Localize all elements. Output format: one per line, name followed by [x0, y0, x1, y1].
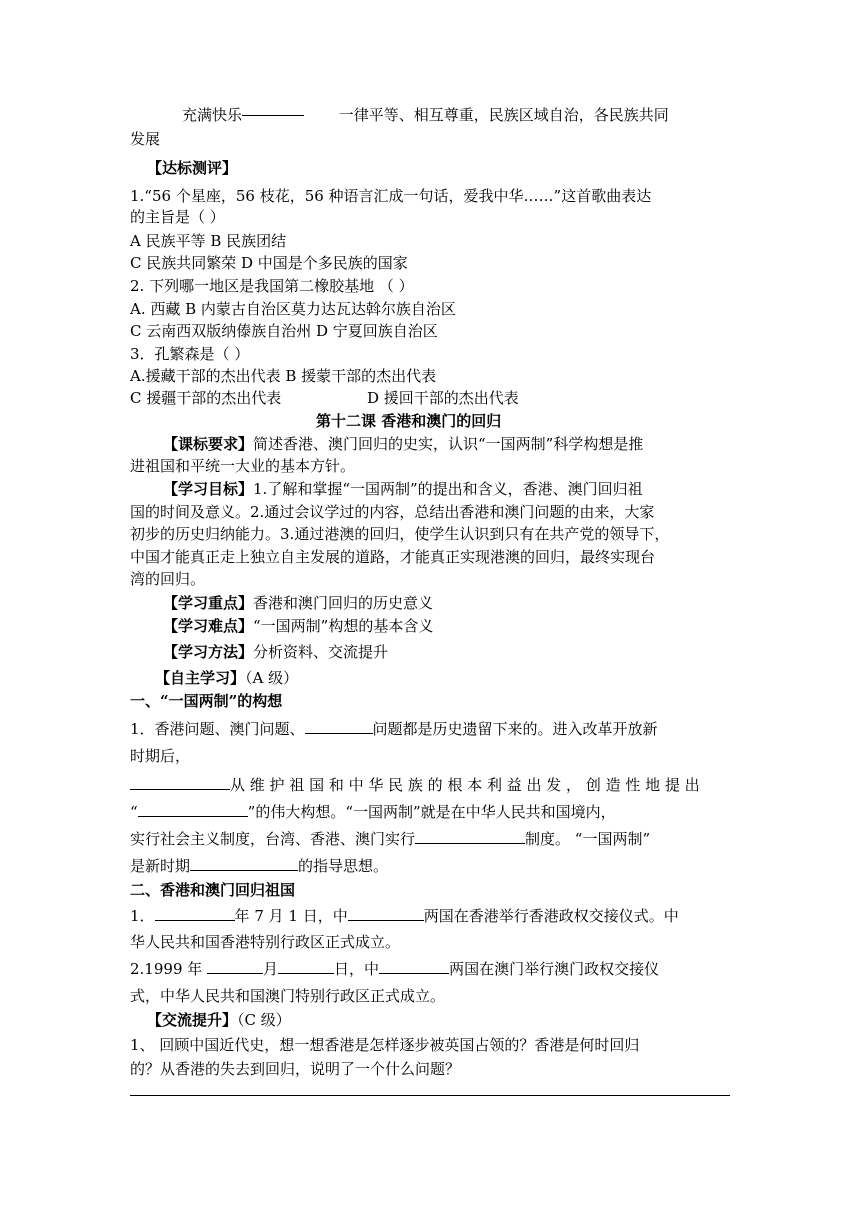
- goal-line-3: 初步的历史归纳能力。3.通过港澳的回归，使学生认识到只有在共产党的领导下，: [130, 525, 670, 543]
- blank-field[interactable]: [415, 828, 525, 844]
- intro-line-1: [182, 104, 669, 126]
- self-p1-text-d: 从 维 护 祖 国 和 中 华 民 族 的 根 本 利 益 出 发 ， 创 造 性 地 提 出: [230, 776, 700, 794]
- blank-field[interactable]: [138, 801, 248, 817]
- key-point-label: 【学习重点】: [163, 594, 254, 612]
- self-p3-line-1: [130, 958, 659, 980]
- self-p1-text-g1: 是新时期: [130, 857, 191, 875]
- exchange-label: 【交流提升】: [147, 1011, 238, 1029]
- exchange-heading: [147, 1009, 291, 1031]
- test-q2-options-ab: A. 西藏 B 内蒙古自治区莫力达瓦达斡尔族自治区: [130, 300, 456, 318]
- difficulty-line: [163, 615, 433, 637]
- exchange-level: （C 级）: [237, 1011, 291, 1029]
- test-q2-options-cd: C 云南西双版纳傣族自治州 D 宁夏回族自治区: [130, 322, 438, 340]
- method-line: [163, 641, 388, 663]
- test-q3-option-c: C 援疆干部的杰出代表: [130, 389, 282, 407]
- exchange-q1-line-1: 1、 回顾中国近代史，想一想香港是怎样逐步被英国占领的？香港是何时回归: [130, 1036, 640, 1054]
- self-p1-text-a: 1．香港问题、澳门问题、: [130, 720, 305, 738]
- self-p3-text-b: 月: [263, 960, 279, 978]
- test-q1-line-1: 1.“56 个星座，56 枝花，56 种语言汇成一句话，爱我中华……”这首歌曲表达: [130, 187, 652, 205]
- blank-field[interactable]: [130, 774, 230, 790]
- intro-blank: [242, 104, 304, 116]
- test-q1-options-ab: A 民族平等 B 民族团结: [130, 232, 287, 250]
- standard-label: 【课标要求】: [163, 435, 254, 453]
- goal-line-2: 国的时间及意义。2.通过会议学过的内容，总结出香港和澳门问题的由来，大家: [130, 503, 655, 521]
- self-p3-text-a: 2.1999 年: [130, 960, 208, 978]
- intro-line-2: 发展: [130, 130, 161, 148]
- method-label: 【学习方法】: [163, 643, 254, 661]
- standard-line-2: 进祖国和平统一大业的基本方针。: [130, 457, 356, 475]
- blank-field[interactable]: [348, 905, 424, 921]
- test-q3: 3．孔繁森是（ ）: [130, 345, 250, 363]
- blank-field[interactable]: [207, 958, 263, 974]
- self-p2-text-c: 两国在香港举行香港政权交接仪式。中: [423, 907, 679, 925]
- blank-field[interactable]: [305, 718, 373, 734]
- self-p3-text-d: 两国在澳门举行澳门政权交接仪: [449, 960, 660, 978]
- self-p1-line-2: 时期后，: [130, 747, 191, 765]
- blank-field[interactable]: [379, 958, 449, 974]
- difficulty-text: “一国两制”构想的基本含义: [253, 617, 434, 635]
- self-p3-line-2: 式，中华人民共和国澳门特别行政区正式成立。: [130, 987, 446, 1005]
- blank-field[interactable]: [155, 905, 235, 921]
- goal-label: 【学习目标】: [163, 480, 254, 498]
- exchange-q1-line-2: 的？从香港的失去到回归，说明了一个什么问题？: [130, 1060, 461, 1078]
- test-q3-option-d: D 援回干部的杰出代表: [367, 389, 519, 407]
- test-q3-options-ab: A.援藏干部的杰出代表 B 援蒙干部的杰出代表: [130, 367, 437, 385]
- self-p1-line-1: [130, 718, 658, 740]
- section-1-title: 一、“一国两制”的构想: [130, 692, 283, 710]
- standard-text-1: 简述香港、澳门回归的史实，认识“一国两制”科学构想是推: [253, 435, 644, 453]
- self-p3-text-c: 日，中: [334, 960, 380, 978]
- goal-line-5: 湾的回归。: [130, 570, 206, 588]
- self-study-heading: [155, 667, 298, 689]
- test-q1-options-cd: C 民族共同繁荣 D 中国是个多民族的国家: [130, 254, 408, 272]
- section-2-title: 二、香港和澳门回归祖国: [130, 881, 296, 899]
- goal-text-1: 1.了解和掌握“一国两制”的提出和含义，香港、澳门回归祖: [253, 480, 643, 498]
- goal-line-1: [163, 478, 643, 500]
- blank-field[interactable]: [278, 958, 334, 974]
- self-p1-text-e1: “: [130, 803, 138, 821]
- self-p1-text-f1: 实行社会主义制度，台湾、香港、澳门实行: [130, 830, 416, 848]
- key-point-text: 香港和澳门回归的历史意义: [253, 594, 434, 612]
- intro-text-a: 充满快乐: [182, 106, 243, 124]
- self-p1-line-4: [130, 801, 616, 823]
- self-p2-line-2: 华人民共和国香港特别行政区正式成立。: [130, 933, 401, 951]
- self-p1-line-3: [130, 774, 700, 796]
- test-q1-line-2: 的主旨是（ ）: [130, 208, 225, 226]
- self-p1-text-b: 问题都是历史遗留下来的。进入改革开放新: [372, 720, 658, 738]
- standard-line-1: [163, 433, 643, 455]
- method-text: 分析资料、交流提升: [253, 643, 389, 661]
- self-study-level: （A 级）: [245, 669, 299, 687]
- self-p1-line-6: [130, 855, 388, 877]
- self-p1-text-f2: 制度。 “一国两制”: [525, 830, 651, 848]
- answer-line[interactable]: [130, 1095, 730, 1096]
- self-p2-text-a: 1．: [130, 907, 155, 925]
- self-p2-line-1: [130, 905, 679, 927]
- self-p1-text-g2: 的指导思想。: [298, 857, 389, 875]
- self-study-label: 【自主学习】: [155, 669, 246, 687]
- test-heading: 【达标测评】: [147, 159, 238, 177]
- difficulty-label: 【学习难点】: [163, 617, 254, 635]
- goal-line-4: 中国才能真正走上独立自主发展的道路，才能真正实现港澳的回归，最终实现台: [130, 548, 656, 566]
- self-p2-text-b: 年 7 月 1 日，中: [234, 907, 348, 925]
- self-p1-line-5: [130, 828, 650, 850]
- intro-text-b: 一律平等、相互尊重，民族区域自治，各民族共同: [338, 106, 669, 124]
- blank-field[interactable]: [190, 855, 298, 871]
- test-q2: 2. 下列哪一地区是我国第二橡胶基地 （ ）: [130, 277, 414, 295]
- key-point-line: [163, 592, 433, 614]
- self-p1-text-e2: ”的伟大构想。“一国两制”就是在中华人民共和国境内，: [247, 803, 616, 821]
- lesson-title: 第十二课 香港和澳门的回归: [316, 412, 502, 430]
